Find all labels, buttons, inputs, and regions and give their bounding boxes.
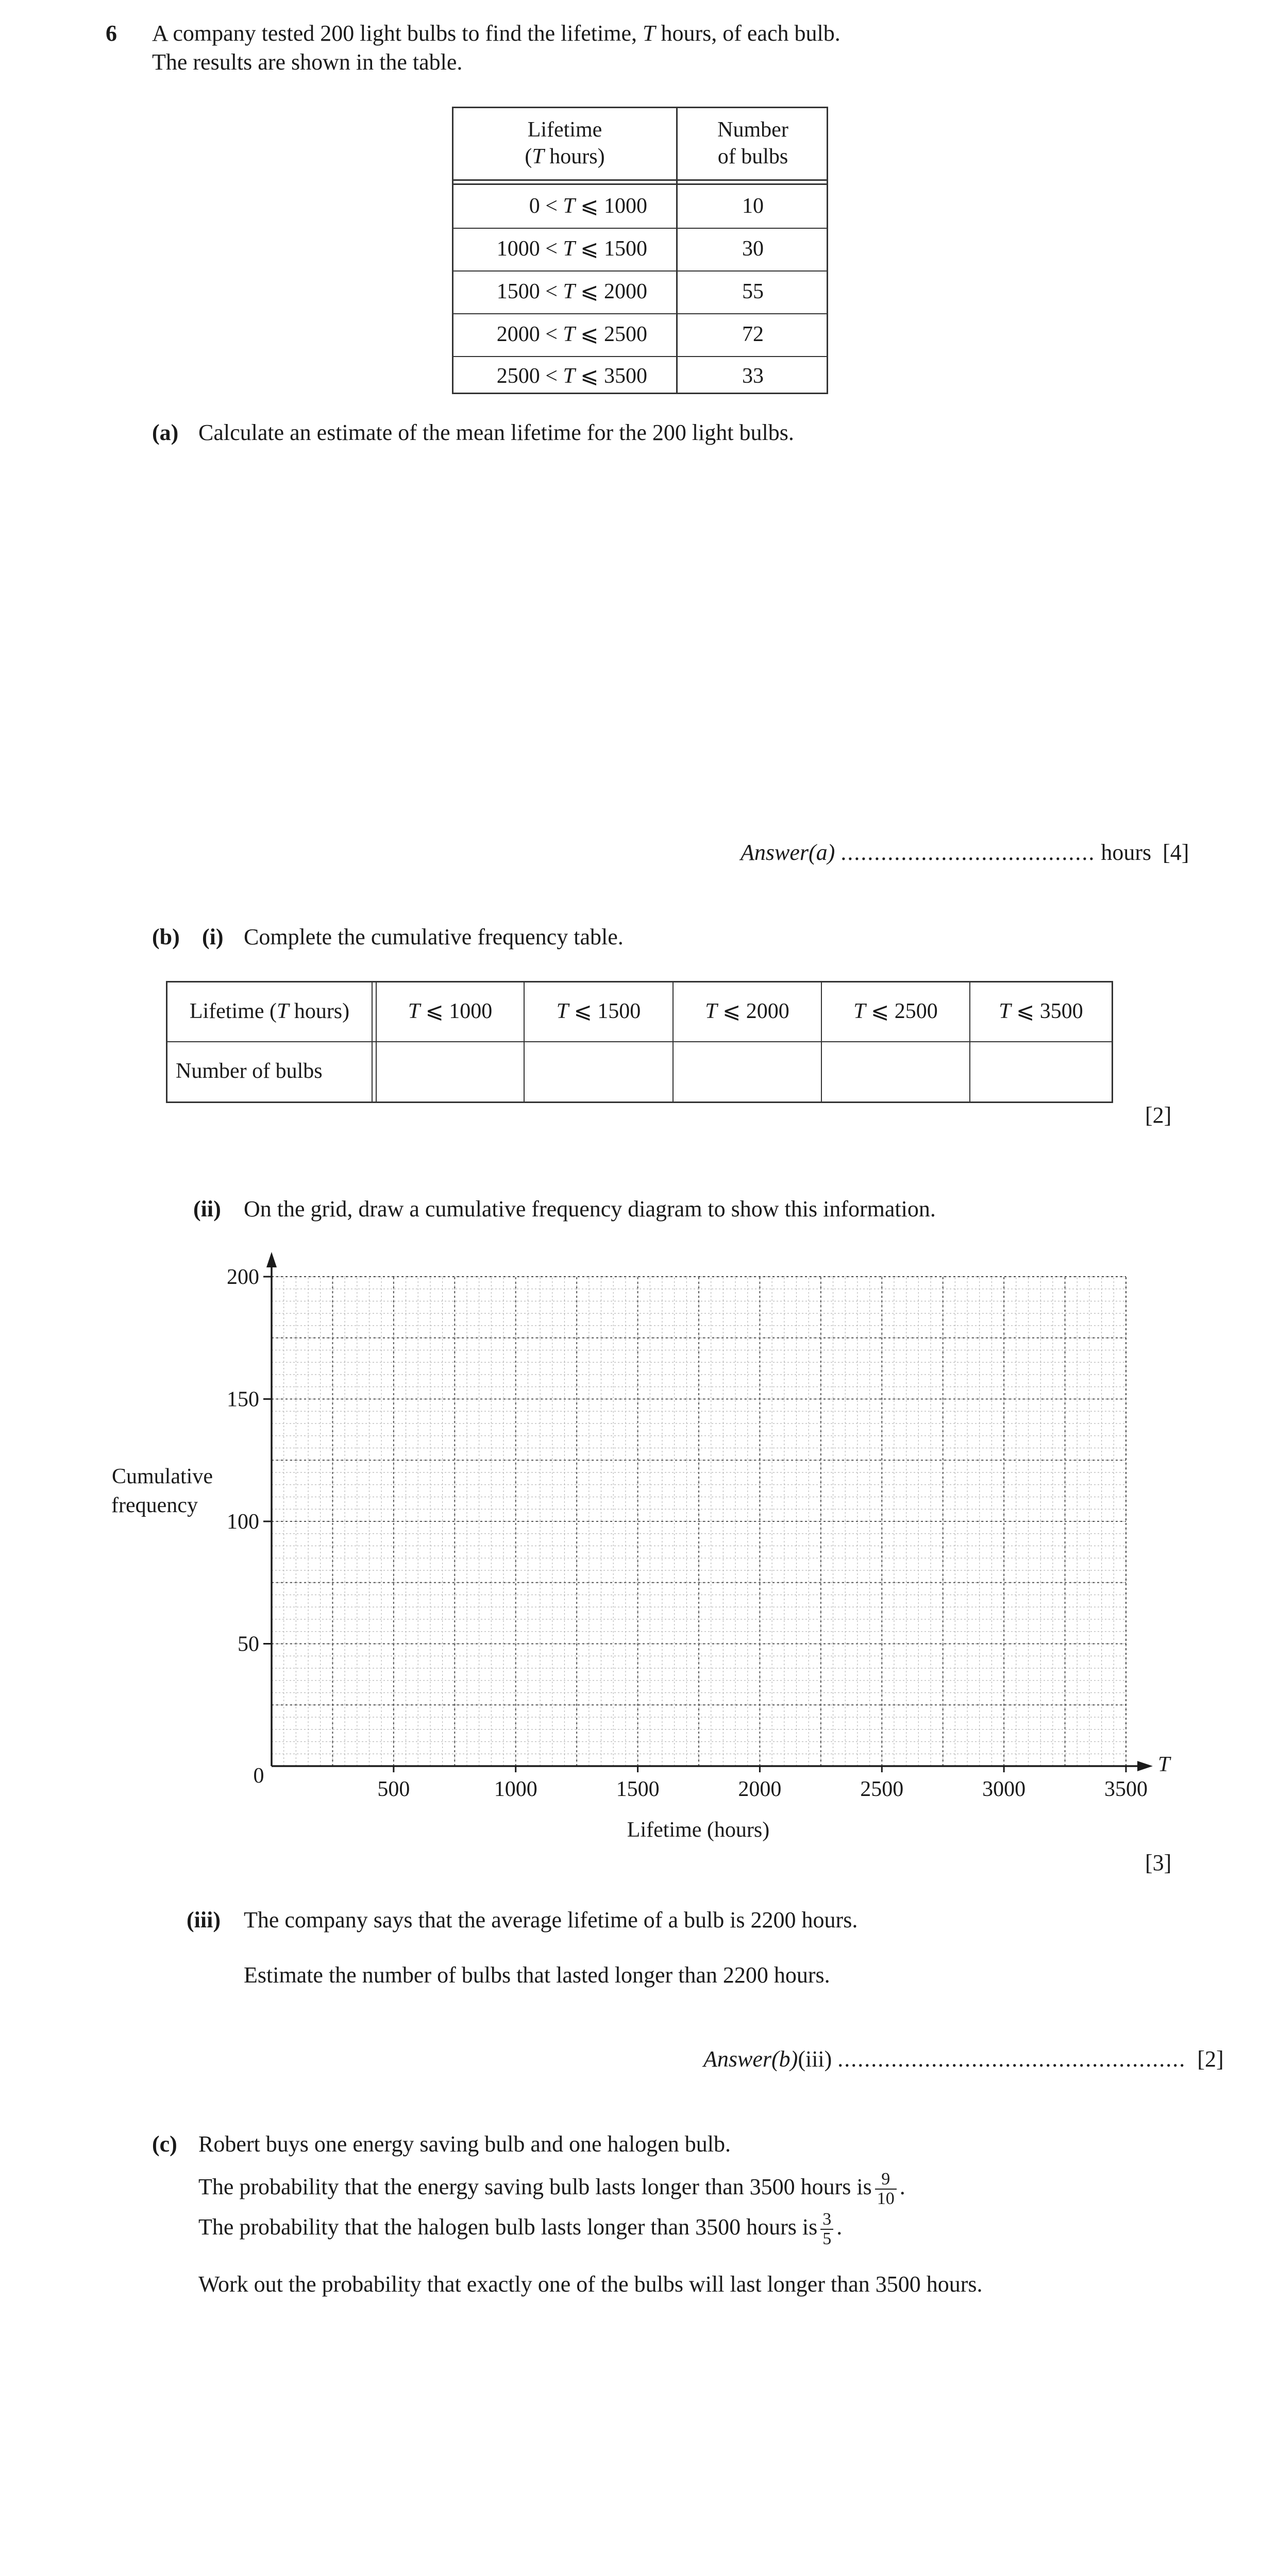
axes — [266, 1252, 1153, 1771]
part-b-ii-label: (ii) — [193, 1196, 221, 1222]
part-c-line4: Work out the probability that exactly one of the bulbs will last longer than 3500 hours. — [198, 2272, 983, 2297]
header-lifetime-line2: (T hours) — [525, 145, 605, 168]
table-row-interval: 1000 < T ⩽ 1500 — [496, 237, 647, 261]
answer-a-label: Answer(a) — [741, 840, 835, 865]
x-tick-label: 1000 — [494, 1777, 537, 1801]
table2-header-cell: T ⩽ 2500 — [853, 999, 938, 1023]
table2-header-cell: T ⩽ 2000 — [705, 999, 789, 1023]
answer-b-iii-input[interactable]: .................................................... — [837, 2046, 1186, 2072]
x-axis-label: Lifetime (hours) — [627, 1818, 770, 1842]
x-axis-variable: T — [1158, 1753, 1170, 1776]
table-row-count: 72 — [742, 323, 764, 346]
y-tick-label: 100 — [227, 1510, 259, 1534]
fraction-energy-saving: $\frac{9}{10}$ — [875, 2170, 897, 2208]
answer-b-sub: (iii) — [798, 2046, 832, 2072]
x-axis-arrow — [1137, 1761, 1153, 1771]
table-row-count: 30 — [742, 237, 764, 261]
table-row-interval: 1500 < T ⩽ 2000 — [496, 280, 647, 303]
intro-var: T — [642, 21, 655, 46]
intro-text-a: A company tested 200 light bulbs to find the lifetime, — [152, 21, 643, 46]
part-b-i-label: (i) — [202, 924, 224, 950]
part-a-marks: [4] — [1163, 840, 1189, 865]
question-number: 6 — [106, 21, 117, 46]
x-tick-label: 1500 — [616, 1777, 660, 1801]
part-b-label: (b) — [152, 924, 180, 950]
table-row-count: 10 — [742, 194, 764, 218]
table2-header-cell: T ⩽ 3500 — [999, 999, 1083, 1023]
y-tick-label: 200 — [227, 1265, 259, 1289]
table-row-count: 55 — [742, 280, 764, 303]
fraction-halogen: $\frac{3}{5}$ — [820, 2210, 833, 2248]
y-tick-label: 150 — [227, 1387, 259, 1412]
header-lifetime-line1: Lifetime — [527, 118, 602, 142]
part-b-ii-marks: [3] — [1145, 1850, 1172, 1875]
x-tick-label: 3500 — [1104, 1777, 1148, 1801]
x-tick-label: 3000 — [982, 1777, 1026, 1801]
intro-text-b: hours, of each bulb. — [655, 21, 840, 46]
tick-marks — [263, 1277, 1126, 1772]
x-tick-label: 2000 — [738, 1777, 782, 1801]
question-intro-line2: The results are shown in the table. — [152, 49, 463, 75]
part-c-line2: The probability that the energy saving bulb lasts longer than 3500 hours is $\frac{9}{10}$ . — [198, 2170, 905, 2208]
part-a-text: Calculate an estimate of the mean lifetime for the 200 light bulbs. — [198, 420, 794, 445]
table-row-interval: 2500 < T ⩽ 3500 — [496, 364, 647, 388]
answer-a-unit: hours — [1101, 840, 1152, 865]
part-c-line1: Robert buys one energy saving bulb and one halogen bulb. — [198, 2131, 731, 2157]
part-b-iii-text2: Estimate the number of bulbs that lasted longer than 2200 hours. — [244, 1962, 830, 1988]
part-b-ii-text: On the grid, draw a cumulative frequency diagram to show this information. — [244, 1196, 936, 1222]
part-c-label: (c) — [152, 2131, 177, 2157]
header-number-line2: of bulbs — [717, 145, 788, 168]
table2-header-cell: T ⩽ 1500 — [556, 999, 641, 1023]
origin-label: 0 — [253, 1764, 264, 1788]
part-b-iii-label: (iii) — [187, 1907, 221, 1933]
part-b-iii-text1: The company says that the average lifetime of a bulb is 2200 hours. — [244, 1907, 858, 1933]
y-axis-label-line2: frequency — [111, 1494, 198, 1517]
table-row-interval: 0 < T ⩽ 1000 — [529, 194, 647, 218]
answer-b-label: Answer(b) — [703, 2046, 798, 2072]
table2-row2-label: Number of bulbs — [176, 1059, 323, 1083]
y-axis-arrow — [266, 1252, 277, 1267]
x-tick-label: 2500 — [860, 1777, 904, 1801]
part-c-line3: The probability that the halogen bulb lasts longer than 3500 hours is $\frac{3}{5}$ . — [198, 2210, 843, 2248]
answer-a-input[interactable]: ...................................... — [840, 840, 1096, 865]
part-b-i-text: Complete the cumulative frequency table. — [244, 924, 624, 950]
tick-labels — [227, 1265, 1148, 1801]
part-b-iii-marks: [2] — [1197, 2046, 1224, 2072]
part-b-i-marks: [2] — [1145, 1103, 1172, 1128]
table2-header-cell: T ⩽ 1000 — [408, 999, 493, 1023]
header-number-line1: Number — [717, 118, 788, 142]
part-a-label: (a) — [152, 420, 179, 445]
table2-row1-label: Lifetime (T hours) — [189, 999, 350, 1023]
y-axis-label-line1: Cumulative — [112, 1465, 213, 1488]
table-row-count: 33 — [742, 364, 764, 388]
x-tick-label: 500 — [377, 1777, 410, 1801]
table-row-interval: 2000 < T ⩽ 2500 — [496, 323, 647, 346]
part-b-iii-answer-line — [703, 2045, 1224, 2073]
y-tick-label: 50 — [238, 1632, 259, 1656]
